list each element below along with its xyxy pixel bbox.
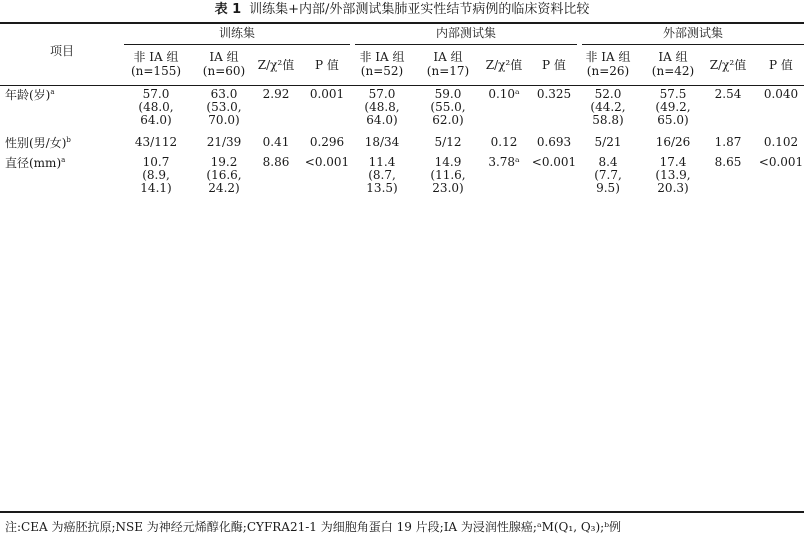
cell-value: 0.001 <box>309 87 345 101</box>
table-cell <box>416 88 480 127</box>
cell-value: 57.5 <box>659 87 687 101</box>
cell-value: 1.87 <box>714 135 742 149</box>
cell-value: 16/26 <box>655 135 691 149</box>
cell-value: (8.9, <box>142 168 170 182</box>
cell-value: 0.10ᵃ <box>488 87 520 101</box>
table-cell <box>124 136 188 149</box>
table-cell <box>576 88 640 127</box>
cell-value: 20.3) <box>657 181 689 195</box>
cell-value: 57.0 <box>368 87 396 101</box>
subheader-count: (n=60) <box>202 64 246 78</box>
cell-value: (8.7, <box>368 168 396 182</box>
cell-value: 43/112 <box>134 135 178 149</box>
subheader-label: Z/χ²值 <box>257 58 295 72</box>
subheader-count: (n=26) <box>586 64 630 78</box>
cell-value: (48.0, <box>138 100 174 114</box>
table-footnote: 注:CEA 为癌胚抗原;NSE 为神经元烯醇化酶;CYFRA21-1 为细胞角蛋白 19 片段;IA 为浸润性腺癌;ᵃM(Q₁, Q₃);ᵇ例 <box>5 520 622 534</box>
cell-value: 58.8) <box>592 113 624 127</box>
subheader-label: IA 组 <box>209 50 239 64</box>
cell-value: 65.0) <box>657 113 689 127</box>
group-header: 训练集 <box>218 26 255 40</box>
subheader-label: IA 组 <box>658 50 688 64</box>
cell-value: 2.54 <box>714 87 742 101</box>
table-cell <box>124 156 188 195</box>
cell-value: (16.6, <box>206 168 242 182</box>
cell-value: 64.0) <box>366 113 398 127</box>
subheader-label: P 值 <box>542 58 566 72</box>
cell-value: 59.0 <box>434 87 462 101</box>
table-title: 训练集+内部/外部测试集肺亚实性结节病例的临床资料比较 <box>249 2 590 17</box>
row-footnote-mark: b <box>66 136 71 144</box>
cell-value: 8.86 <box>262 155 290 169</box>
cell-value: 19.2 <box>210 155 238 169</box>
table-number: 表 1 <box>214 2 242 17</box>
cell-value: 63.0 <box>210 87 238 101</box>
subheader-label: P 值 <box>769 58 793 72</box>
cell-value: 0.102 <box>763 135 799 149</box>
group-header: 外部测试集 <box>662 26 723 40</box>
table-cell <box>576 136 640 149</box>
cell-value: 0.296 <box>309 135 345 149</box>
subheader-count: (n=155) <box>130 64 182 78</box>
cell-value: 14.1) <box>140 181 172 195</box>
row-label-text: 直径(mm) <box>5 156 62 170</box>
group-underline <box>124 44 350 45</box>
cell-value: 0.325 <box>536 87 572 101</box>
item-column-header: 项目 <box>49 44 74 58</box>
bottom-rule <box>0 511 804 513</box>
cell-value: <0.001 <box>304 155 350 169</box>
table-cell <box>749 156 804 169</box>
subheader-label: Z/χ²值 <box>709 58 747 72</box>
table-cell <box>416 136 480 149</box>
cell-value: 3.78ᵃ <box>488 155 520 169</box>
cell-value: 5/21 <box>594 135 622 149</box>
subheader-label: IA 组 <box>433 50 463 64</box>
cell-value: (44.2, <box>590 100 626 114</box>
cell-value: 10.7 <box>142 155 170 169</box>
cell-value: (48.8, <box>364 100 400 114</box>
table-cell <box>749 136 804 149</box>
cell-value: 8.65 <box>714 155 742 169</box>
subheader-label: 非 IA 组 <box>359 50 405 64</box>
table-cell <box>124 88 188 127</box>
cell-value: (11.6, <box>430 168 466 182</box>
row-label <box>5 136 71 152</box>
row-label-text: 年龄(岁) <box>5 88 51 102</box>
group-underline <box>582 44 804 45</box>
cell-value: 18/34 <box>364 135 400 149</box>
subheader-label: 非 IA 组 <box>133 50 179 64</box>
cell-value: 8.4 <box>598 155 618 169</box>
subheader-count: (n=42) <box>651 64 695 78</box>
cell-value: 5/12 <box>434 135 462 149</box>
table-cell <box>350 136 414 149</box>
group-underline <box>355 44 577 45</box>
cell-value: 64.0) <box>140 113 172 127</box>
cell-value: 11.4 <box>368 155 396 169</box>
cell-value: 0.693 <box>536 135 572 149</box>
cell-value: 0.12 <box>490 135 518 149</box>
subheader-count: (n=52) <box>360 64 404 78</box>
cell-value: 14.9 <box>434 155 462 169</box>
subheader-count: (n=17) <box>426 64 470 78</box>
cell-value: 24.2) <box>208 181 240 195</box>
table-cell <box>576 156 640 195</box>
cell-value: 2.92 <box>262 87 290 101</box>
cell-value: 23.0) <box>432 181 464 195</box>
cell-value: 0.040 <box>763 87 799 101</box>
cell-value: (53.0, <box>206 100 242 114</box>
cell-value: (55.0, <box>430 100 466 114</box>
row-footnote-mark: a <box>61 156 66 164</box>
row-label <box>5 88 55 104</box>
cell-value: (49.2, <box>655 100 691 114</box>
cell-value: <0.001 <box>758 155 804 169</box>
cell-value: 62.0) <box>432 113 464 127</box>
row-label <box>5 156 65 172</box>
cell-value: 52.0 <box>594 87 622 101</box>
cell-value: 57.0 <box>142 87 170 101</box>
cell-value: 70.0) <box>208 113 240 127</box>
group-header: 内部测试集 <box>435 26 496 40</box>
cell-value: 0.41 <box>262 135 290 149</box>
table-cell <box>416 156 480 195</box>
row-label-text: 性别(男/女) <box>5 136 67 150</box>
top-rule <box>0 22 804 24</box>
cell-value: 9.5) <box>596 181 620 195</box>
row-footnote-mark: a <box>50 88 55 96</box>
table-cell <box>350 88 414 127</box>
cell-value: 21/39 <box>206 135 242 149</box>
cell-value: 17.4 <box>659 155 687 169</box>
cell-value: (7.7, <box>594 168 622 182</box>
cell-value: <0.001 <box>531 155 577 169</box>
subheader-label: Z/χ²值 <box>485 58 523 72</box>
cell-value: 13.5) <box>366 181 398 195</box>
table-cell <box>749 88 804 101</box>
table-caption <box>0 0 804 22</box>
subheader-label: P 值 <box>315 58 339 72</box>
header-rule <box>0 85 804 86</box>
table-cell <box>350 156 414 195</box>
cell-value: (13.9, <box>655 168 691 182</box>
subheader-label: 非 IA 组 <box>585 50 631 64</box>
